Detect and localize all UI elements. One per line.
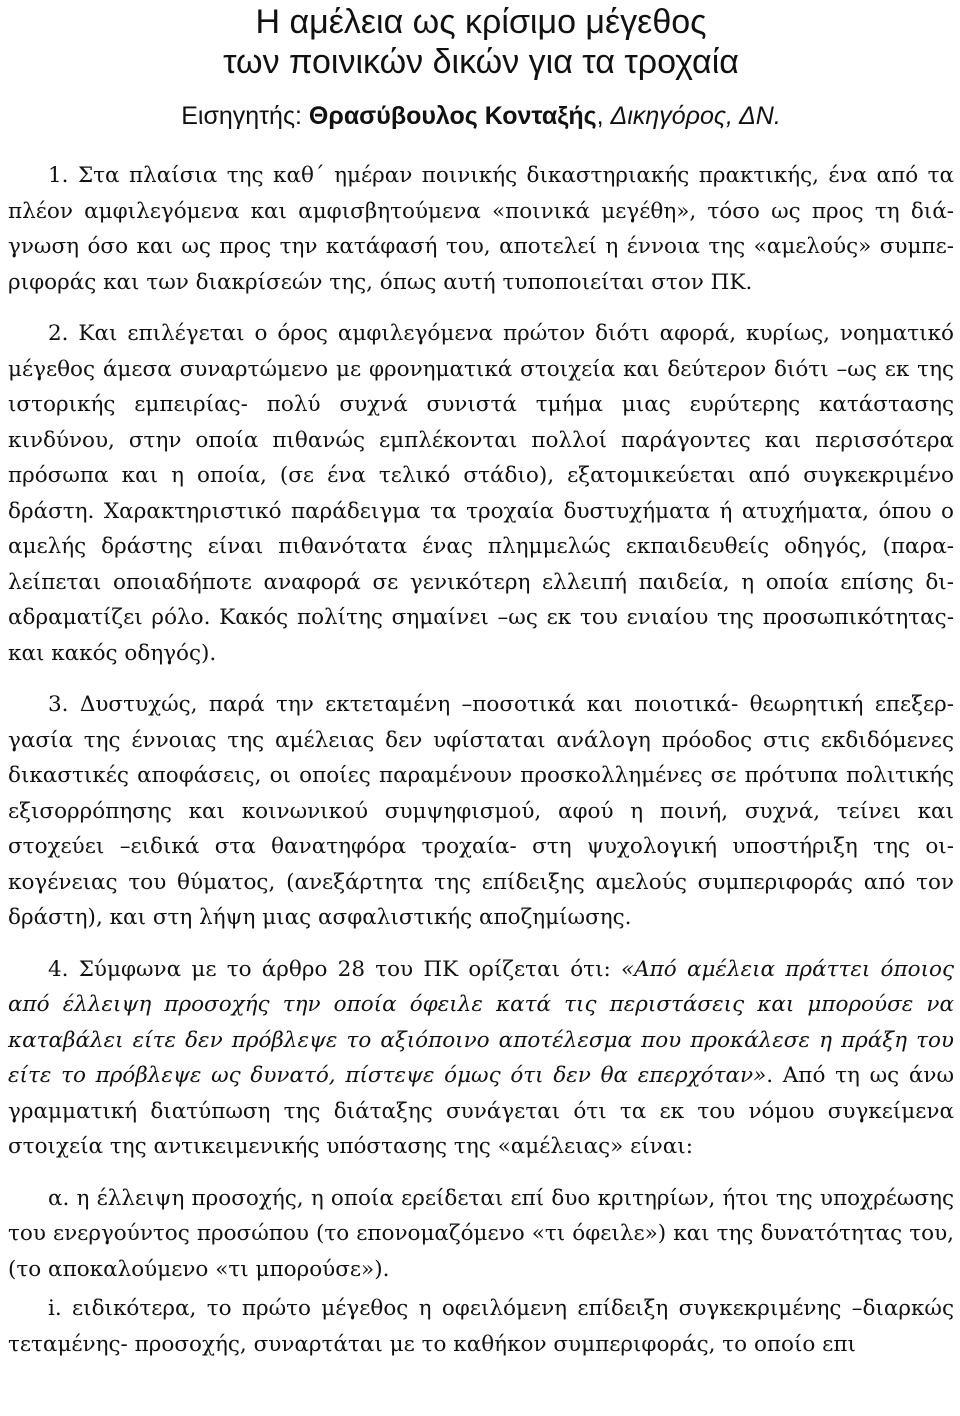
author-name: Θρασύβουλος Κονταξής <box>308 102 597 130</box>
title-line-1: Η αμέλεια ως κρίσιμο μέγεθος <box>255 3 707 41</box>
paragraph-i: i. ειδικότερα, το πρώτο μέγεθος η οφειλόμενη επίδειξη συγκεκριμένης –διαρκώς τεταμένης- προσοχής, συναρτάται με το καθήκον συμπεριφοράς, το οποίο επι <box>8 1296 954 1357</box>
document-body <box>8 158 954 1362</box>
author-role: Δικηγόρος, ΔΝ. <box>610 102 781 130</box>
paragraph-4 <box>8 952 954 1165</box>
paragraph-4-continuation: . Από τη ως άνω γραμματική διατύπωση της διάταξης συνάγεται ότι τα εκ του νόμου συγκείμενα στοιχεία της αντικειμενικής υπόστασης της «αμέλειας» είναι: <box>8 1063 954 1159</box>
document-title <box>8 0 954 82</box>
paragraph-4-intro: 4. Σύμφωνα με το άρθρο 28 του ΠΚ ορίζεται ότι: <box>48 956 621 982</box>
byline <box>8 100 954 132</box>
paragraph-a: α. η έλλειψη προσοχής, η οποία ερείδεται επί δυο κριτηρίων, ήτοι της υποχρέωσης του ενεργούντος προσώπου (το επονομαζόμενο «τι όφειλε») και της δυνατότητας του, (το αποκαλούμενο «τι μπορούσε»). <box>8 1185 954 1282</box>
article-28-quote: «Από αμέλεια πράττει όποιος από έλλειψη προσοχής την οποία όφειλε κατά τις περιστάσεις και μπορούσε να καταβάλει είτε δεν πρόβλεψε το αξιόποινο αποτέλεσμα που προκάλεσε η πράξη του είτε το πρόβλεψε ως δυνατό, πίστεψε όμως ότι δεν θα επερχόταν» <box>8 956 954 1088</box>
paragraph-3: 3. Δυστυχώς, παρά την εκτεταμένη –ποσοτικά και ποιοτικά- θεωρητική επεξεργασία της έννοιας της αμέλειας δεν υφίσταται ανάλογη πρόοδος στις εκδιδόμενες δικαστικές αποφάσεις, οι οποίες παραμένουν προσκολλημένες σε πρότυπα πολιτικής εξισορρόπησης και κοινωνικού συμψηφισμού, αφού η ποινή, συχνά, τείνει και στοχεύει –ειδικά στα θανατηφόρα τροχαία- στη ψυχολογική υποστήριξη της οικογένειας του θύματος, (ανεξάρτητα της επίδειξης αμελούς συμπεριφοράς από τον δράστη), και στη λήψη μιας ασφαλιστικής αποζημίωσης. <box>8 692 954 930</box>
byline-label: Εισηγητής: <box>181 102 309 130</box>
title-line-2: των ποινικών δικών για τα τροχαία <box>223 43 739 81</box>
paragraph-1: 1. Στα πλαίσια της καθ΄ ημέραν ποινικής δικαστηριακής πρακτικής, ένα από τα πλέον αμφιλεγόμενα και αμφισβητούμενα «ποινικά μεγέθη», τόσο ως προς τη διάγνωση όσο και ως προς την κατάφασή του, αποτελεί η έννοια της «αμελούς» συμπεριφοράς και των διακρίσεών της, όπως αυτή τυποποιείται στον ΠΚ. <box>8 163 954 295</box>
paragraph-2: 2. Και επιλέγεται ο όρος αμφιλεγόμενα πρώτον διότι αφορά, κυρίως, νοηματικό μέγεθος άμεσα συναρτώμενο με φρονηματικά στοιχεία και δεύτερον διότι –ως εκ της ιστορικής εμπειρίας- πολύ συχνά συνιστά τμήμα μιας ευρύτερης κατάστασης κινδύνου, στην οποία πιθανώς εμπλέκονται πολλοί παράγοντες και περισσότερα πρόσωπα και η οποία, (σε ένα τελικό στάδιο), εξατομικεύεται από συγκεκριμένο δράστη. Χαρακτηριστικό παράδειγμα τα τροχαία δυστυχήματα ή ατυχήματα, όπου ο αμελής δράστης είναι πιθανότατα ένας πλημμελώς εκπαιδευθείς οδηγός, (παραλείπεται οποιαδήποτε αναφορά σε γενικότερη ελλειπή παιδεία, η οποία επίσης διαδραματίζει ρόλο. Κακός πολίτης σημαίνει –ως εκ του ενιαίου της προσωπικότητας- και κακός οδηγός). <box>8 321 954 666</box>
byline-separator: , <box>596 102 611 130</box>
